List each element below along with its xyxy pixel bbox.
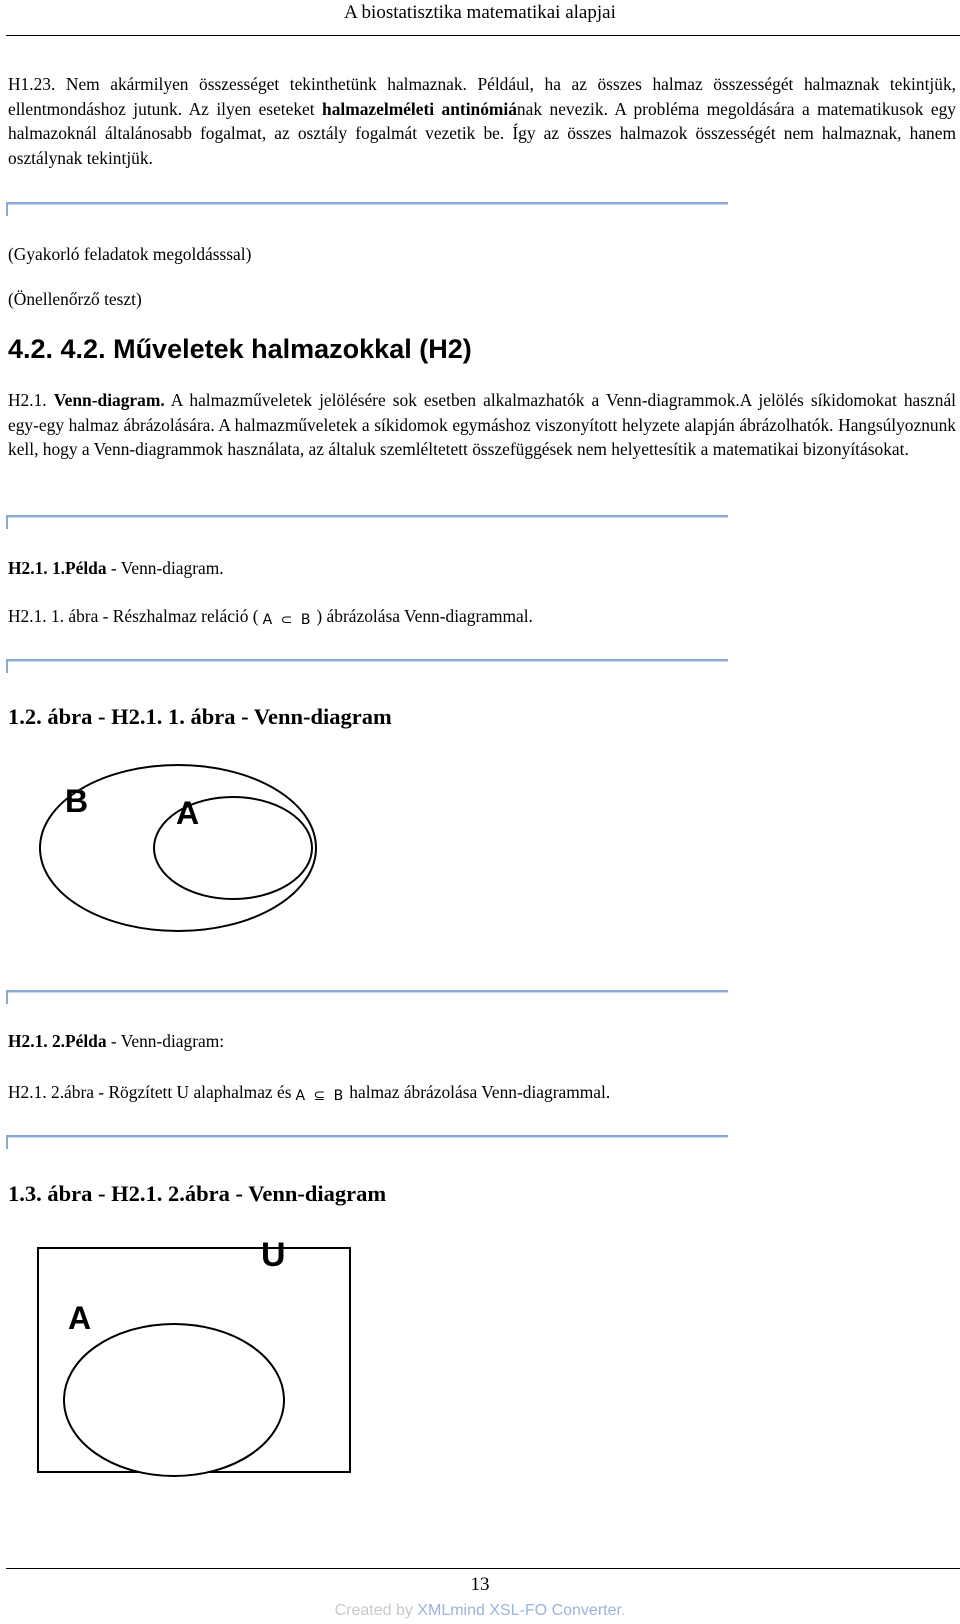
separator-line <box>6 990 728 1004</box>
caption-text: H2.1. 1. ábra - Részhalmaz reláció ( <box>8 606 259 626</box>
header-rule <box>6 35 960 36</box>
credit-suffix: . <box>620 1602 626 1619</box>
figure-1-title: 1.2. ábra - H2.1. 1. ábra - Venn-diagram <box>8 704 392 729</box>
practice-link[interactable]: (Gyakorló feladatok megoldásssal) <box>8 244 252 264</box>
example-2-label <box>8 1029 224 1053</box>
example-label-bold: H2.1. 1.Példa <box>8 558 107 578</box>
subset-symbol: A ⊂ B <box>262 612 313 628</box>
separator-line <box>6 202 728 216</box>
paragraph-text: A halmazműveletek jelölésére sok esetben alkalmazhatók a Venn-diagrammok.A jelölés síkidomokat használ egy-egy halmaz ábrázolására. A halmazműveletek a síkidomok egymáshoz viszonyított helyzete alapján ábrázolhatók. Hangsúlyoznunk kell, hogy a Venn-diagrammok használata, az általuk szemléltetett összefüggések nem helyettesítik a matematikai bizonyításokat. <box>8 390 956 459</box>
credit-prefix: Created by <box>334 1602 418 1619</box>
figure-2-caption <box>8 1080 610 1108</box>
converter-link[interactable]: XMLmind XSL-FO Converter <box>417 1602 621 1619</box>
paragraph-id: H1.23. <box>8 74 56 94</box>
separator-line <box>6 515 728 529</box>
figure-1-caption <box>8 604 533 632</box>
universe-label: U <box>261 1238 286 1274</box>
caption-text: ) ábrázolása Venn-diagrammal. <box>316 606 533 626</box>
caption-text: H2.1. 2.ábra - Rögzített U alaphalmaz és <box>8 1082 292 1102</box>
set-b-label: B <box>65 783 89 819</box>
set-a-label: A <box>68 1300 92 1336</box>
subset-eq-symbol: A ⊆ B <box>295 1088 346 1104</box>
caption-text: halmaz ábrázolása Venn-diagrammal. <box>349 1082 611 1102</box>
bold-term: halmazelméleti antinómiá <box>322 98 517 119</box>
example-label-rest: - Venn-diagram. <box>106 558 224 578</box>
page-number: 13 <box>470 1574 490 1595</box>
separator-line <box>6 659 728 673</box>
example-label-bold: H2.1. 2.Példa <box>8 1031 107 1051</box>
figure-2-title: 1.3. ábra - H2.1. 2.ábra - Venn-diagram <box>8 1181 387 1206</box>
footer-rule <box>6 1568 960 1569</box>
paragraph-text: nak nevezik. A probléma megoldására a matematikusok egy halmazoknál általánosabb fogalmat, az osztály fogalmát vezetik be. Így az összes halmazok összességét nem halmaznak, hanem osztálynak tekintjük. <box>8 98 956 168</box>
example-1-label <box>8 556 224 580</box>
self-test-link[interactable]: (Önellenőrző teszt) <box>8 289 142 309</box>
paragraph-h1-23 <box>8 72 956 170</box>
set-a-label: A <box>176 795 200 831</box>
venn-diagram-universe <box>34 1238 354 1478</box>
bold-term: Venn-diagram. <box>53 390 165 410</box>
paragraph-text: Nem akármilyen összességet tekinthetünk halmaznak. Például, ha az összes halmaz összességét halmaznak tekintjük, ellentmondáshoz jutunk. Az ilyen eseteket <box>8 74 956 119</box>
set-a-ellipse <box>64 1324 284 1476</box>
example-label-rest: - Venn-diagram: <box>106 1031 225 1051</box>
section-title: 4.2. 4.2. Műveletek halmazokkal (H2) <box>8 334 472 364</box>
separator-line <box>6 1135 728 1149</box>
running-header: A biostatisztika matematikai alapjai <box>344 2 616 23</box>
venn-diagram-subset <box>30 762 330 938</box>
paragraph-id: H2.1. <box>8 390 47 410</box>
paragraph-h2-1 <box>8 388 956 462</box>
converter-credit <box>0 1602 960 1620</box>
